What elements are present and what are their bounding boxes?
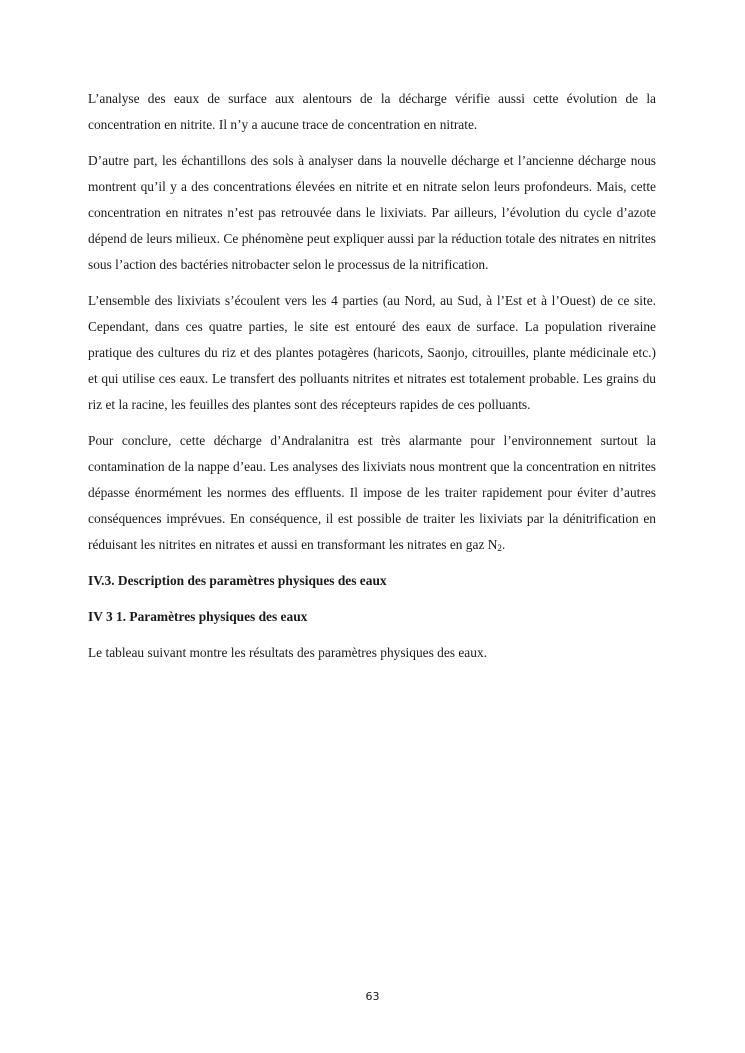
conclusion-text: Pour conclure, cette décharge d’Andralanitra est très alarmante pour l’environnement surtout la contamination de la nappe d’eau. Les analyses des lixiviats nous montrent que la concentration en nitrites dépasse énormément les normes des effluents. Il impose de les traiter rapidement pour éviter d’autres conséquences imprévues. En conséquence, il est possible de traiter les lixiviats par la dénitrification en réduisant les nitrites en nitrates et aussi en transformant les nitrates en gaz N xyxy=(88,433,656,552)
section-heading: IV.3. Description des paramètres physiques des eaux xyxy=(88,573,387,588)
page-number: 63 xyxy=(365,990,380,1003)
paragraph-leachate-flow: L’ensemble des lixiviats s’écoulent vers les 4 parties (au Nord, au Sud, à l’Est et à l’Ouest) de ce site. Cependant, dans ces quatre parties, le site est entouré des eaux de surface. La population riveraine pratique des cultures du riz et des plantes potagères (haricots, Saonjo, citrouilles, plante médicinale etc.) et qui utilise ces eaux. Le transfert des polluants nitrites et nitrates est totalement probable. Les grains du riz et la racine, les feuilles des plantes sont des récepteurs rapides de ces polluants. xyxy=(88,293,656,412)
page-body xyxy=(88,86,656,676)
paragraph-table-intro: Le tableau suivant montre les résultats des paramètres physiques des eaux. xyxy=(88,645,487,660)
conclusion-end: . xyxy=(501,537,506,552)
paragraph-surface-water: L’analyse des eaux de surface aux alentours de la décharge vérifie aussi cette évolution de la concentration en nitrite. Il n’y a aucune trace de concentration en nitrate. xyxy=(88,91,656,132)
paragraph-conclusion xyxy=(88,428,656,558)
subsection-heading: IV 3 1. Paramètres physiques des eaux xyxy=(88,609,308,624)
paragraph-soil-samples: D’autre part, les échantillons des sols à analyser dans la nouvelle décharge et l’ancienne décharge nous montrent qu’il y a des concentrations élevées en nitrite et en nitrate selon leurs profondeurs. Mais, cette concentration en nitrates n’est pas retrouvée dans le lixiviats. Par ailleurs, l’évolution du cycle d’azote dépend de leurs milieux. Ce phénomène peut expliquer aussi par la réduction totale des nitrates en nitrites sous l’action des bactéries nitrobacter selon le processus de la nitrification. xyxy=(88,153,656,272)
conclusion-subscript: 2 xyxy=(497,543,502,553)
